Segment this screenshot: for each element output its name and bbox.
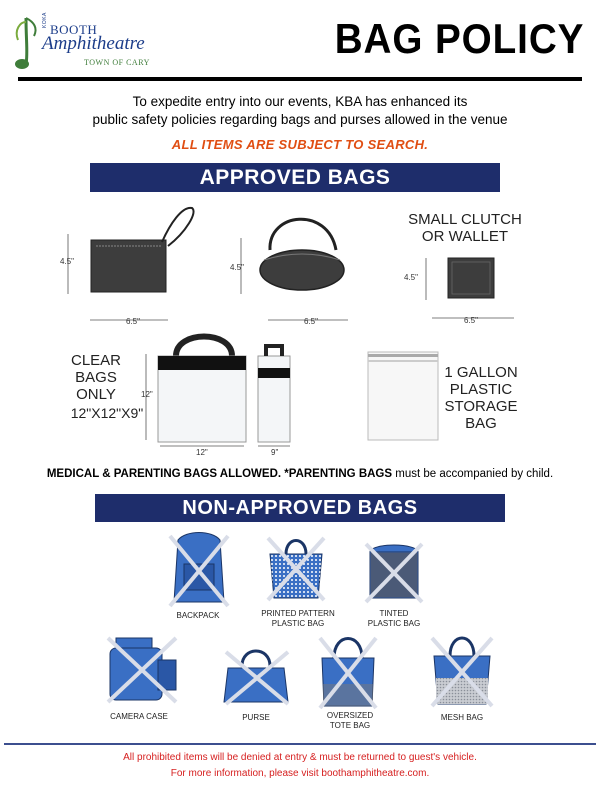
logo-booth-text: BOOTH bbox=[50, 22, 98, 37]
camera-case-label: CAMERA CASE bbox=[110, 712, 168, 721]
search-warning: ALL ITEMS ARE SUBJECT TO SEARCH. bbox=[171, 137, 429, 152]
intro-text bbox=[40, 93, 560, 129]
tinted-bag-icon bbox=[364, 540, 424, 610]
gallon-caption bbox=[440, 364, 522, 432]
logo-town-text: TOWN OF CARY bbox=[84, 58, 150, 67]
clutch-caption-line-2: OR WALLET bbox=[421, 228, 509, 245]
footer-line-1: All prohibited items will be denied at entry & must be returned to guest's vehicle. bbox=[123, 752, 477, 763]
medical-parenting-notice bbox=[0, 468, 600, 480]
gallon-caption-line-1: 1 GALLON bbox=[444, 364, 518, 381]
wristlet-width: 6.5" bbox=[126, 317, 140, 326]
small-purse-icon bbox=[238, 202, 358, 322]
camera-case-icon bbox=[106, 634, 182, 706]
clear-caption-line-3: ONLY bbox=[76, 386, 116, 403]
clutch-caption bbox=[400, 211, 530, 245]
approved-bags-heading: APPROVED BAGS bbox=[90, 163, 500, 192]
gallon-bag-icon bbox=[366, 350, 446, 445]
oversized-tote-icon bbox=[318, 632, 378, 710]
mesh-bag-icon bbox=[430, 632, 494, 708]
venue-logo bbox=[12, 8, 162, 74]
printed-pattern-label: PRINTED PATTERN PLASTIC BAG bbox=[261, 609, 335, 628]
gallon-caption-line-3: STORAGE bbox=[444, 398, 518, 415]
non-approved-bags-heading: NON-APPROVED BAGS bbox=[95, 494, 505, 522]
clear-bags-caption bbox=[66, 352, 126, 403]
clear-width: 12" bbox=[196, 448, 208, 457]
gallon-caption-line-2: PLASTIC bbox=[449, 381, 513, 398]
purse-icon bbox=[222, 646, 292, 706]
clear-caption-line-4: 12"X12"X9" bbox=[70, 405, 144, 421]
clutch-width: 6.5" bbox=[464, 316, 478, 325]
logo-kba-text: KOKA bbox=[42, 12, 48, 28]
small-purse-height: 4.5" bbox=[230, 263, 244, 272]
tinted-bag-label: TINTED PLASTIC BAG bbox=[367, 609, 421, 628]
medical-plain-text: must be accompanied by child. bbox=[392, 468, 554, 480]
printed-pattern-bag-icon bbox=[262, 534, 332, 604]
intro-line-2: public safety policies regarding bags and purses allowed in the venue bbox=[92, 112, 508, 127]
page-title: BAG POLICY bbox=[334, 15, 584, 62]
wristlet-bag-icon bbox=[58, 202, 188, 302]
clear-height: 12" bbox=[141, 390, 153, 399]
purse-label: PURSE bbox=[242, 713, 270, 722]
header-divider bbox=[18, 77, 582, 81]
wristlet-height: 4.5" bbox=[60, 257, 74, 266]
footer-divider bbox=[4, 743, 596, 745]
medical-bold-text: MEDICAL & PARENTING BAGS ALLOWED. *PARENTING BAGS bbox=[46, 468, 393, 480]
clutch-height: 4.5" bbox=[404, 273, 418, 282]
clear-tote-icon bbox=[140, 326, 310, 456]
clear-depth: 9" bbox=[271, 448, 279, 457]
backpack-icon bbox=[166, 530, 236, 610]
clutch-caption-line-1: SMALL CLUTCH bbox=[408, 211, 522, 228]
logo-amphitheatre-text: Amphitheatre bbox=[42, 33, 145, 54]
footer-line-2: For more information, please visit boothamphitheatre.com. bbox=[170, 768, 430, 779]
intro-line-1: To expedite entry into our events, KBA has enhanced its bbox=[132, 94, 468, 109]
small-purse-width: 6.5" bbox=[304, 317, 318, 326]
clear-caption-line-2: BAGS bbox=[75, 369, 117, 386]
oversized-tote-label: OVERSIZED TOTE BAG bbox=[326, 711, 374, 730]
gallon-caption-line-4: BAG bbox=[465, 415, 497, 432]
clear-caption-line-1: CLEAR bbox=[70, 352, 122, 369]
mesh-bag-label: MESH BAG bbox=[440, 713, 484, 722]
backpack-label: BACKPACK bbox=[176, 611, 220, 620]
